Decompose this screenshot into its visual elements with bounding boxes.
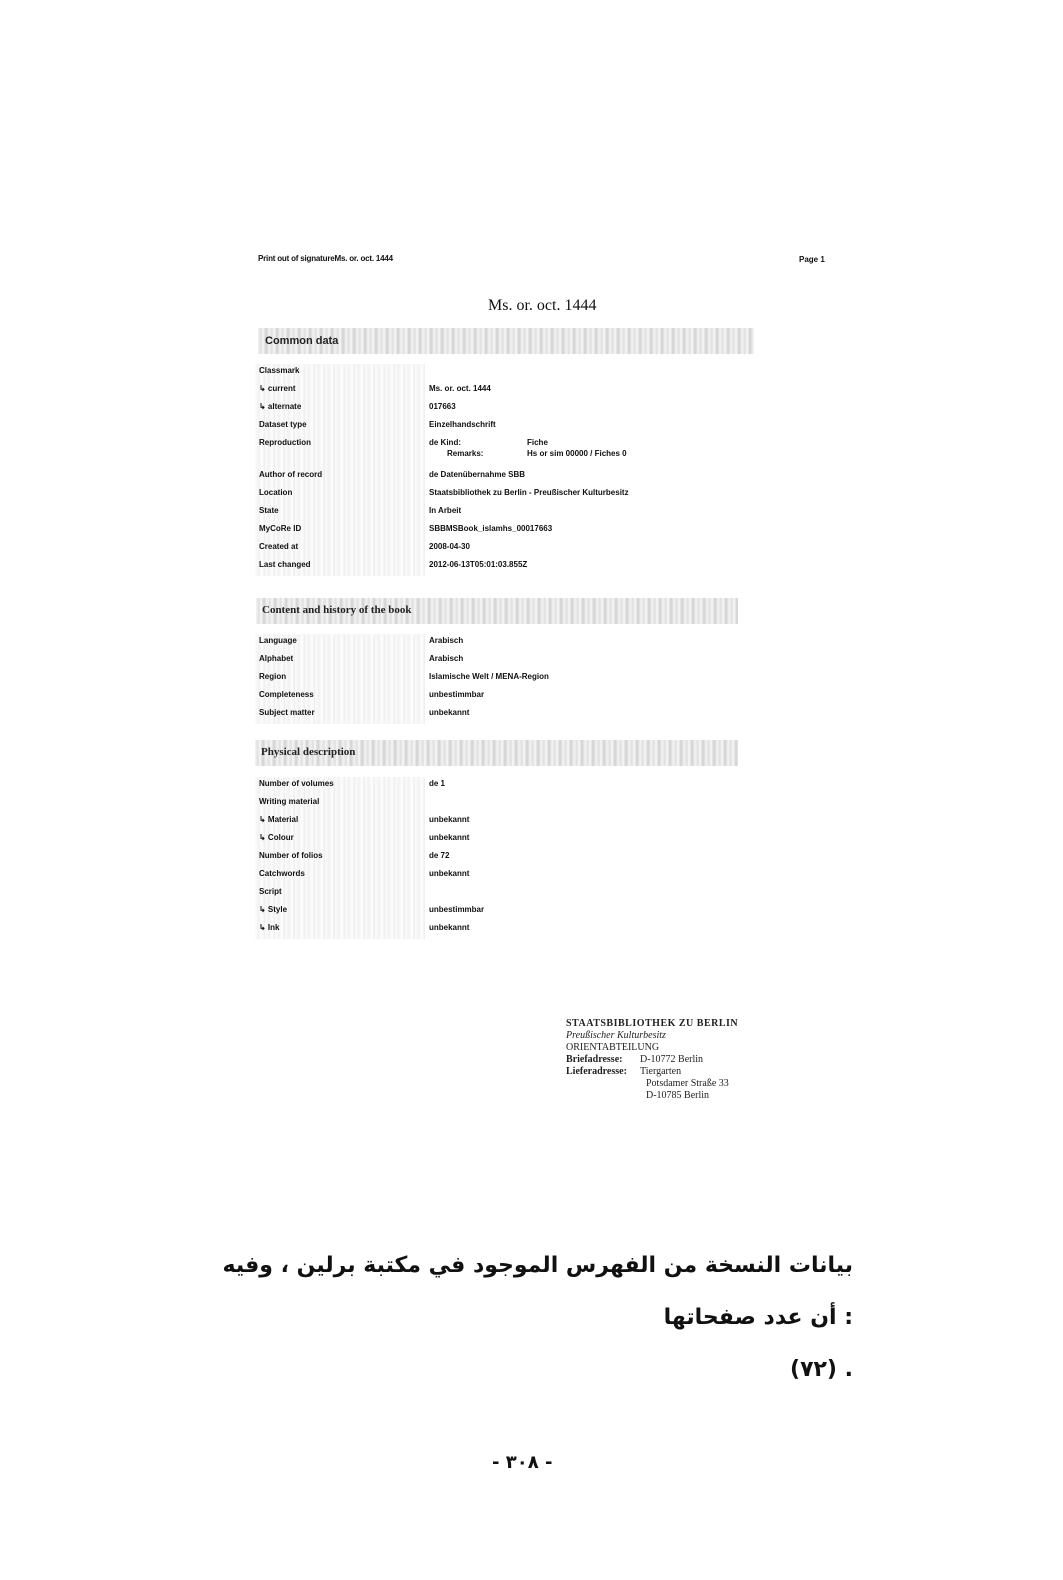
field-label: Created at bbox=[259, 542, 299, 551]
field-label: Completeness bbox=[259, 690, 314, 699]
stamp-value: Potsdamer Straße 33 bbox=[646, 1078, 729, 1089]
caption-line: بيانات النسخة من الفهرس الموجود في مكتبة برلين ، وفيه : أن عدد صفحاتها bbox=[222, 1253, 853, 1330]
field-label: ↳ alternate bbox=[259, 402, 302, 411]
field-value: unbekannt bbox=[429, 923, 470, 932]
field-label: ↳ Style bbox=[259, 905, 288, 914]
reproduction-kind-value: Fiche bbox=[527, 438, 548, 447]
field-value: Arabisch bbox=[429, 654, 464, 663]
field-label: Subject matter bbox=[259, 708, 315, 717]
stamp-line bbox=[566, 1054, 738, 1066]
field-value: Staatsbibliothek zu Berlin - Preußischer Kulturbesitz bbox=[429, 488, 629, 497]
field-value: unbestimmbar bbox=[429, 690, 485, 699]
field-label: Region bbox=[259, 672, 287, 681]
section-title-common: Common data bbox=[265, 335, 339, 347]
stamp-value: D-10772 Berlin bbox=[640, 1054, 704, 1065]
stamp-line: STAATSBIBLIOTHEK ZU BERLIN bbox=[566, 1018, 739, 1029]
stamp-line bbox=[566, 1090, 738, 1102]
field-value: Islamische Welt / MENA-Region bbox=[429, 672, 549, 681]
field-label: Classmark bbox=[259, 366, 300, 375]
library-stamp bbox=[566, 1018, 738, 1102]
field-label: Author of record bbox=[259, 470, 323, 479]
field-value: unbekannt bbox=[429, 815, 470, 824]
stamp-line bbox=[566, 1066, 738, 1078]
field-value: de 1 bbox=[429, 779, 446, 788]
field-label: MyCoRe ID bbox=[259, 524, 302, 533]
field-label: Alphabet bbox=[259, 654, 294, 663]
field-label: ↳ Colour bbox=[259, 833, 294, 842]
print-header-page: Page 1 bbox=[799, 255, 825, 264]
section-title-content: Content and history of the book bbox=[262, 604, 412, 616]
stamp-line: Preußischer Kulturbesitz bbox=[566, 1030, 666, 1041]
field-value: 017663 bbox=[429, 402, 456, 411]
field-value: In Arbeit bbox=[429, 506, 462, 515]
page-number: - ٣٠٨ - bbox=[492, 1452, 553, 1473]
caption-line: . (٧٢) bbox=[790, 1357, 853, 1382]
print-header-title: Print out of signatureMs. or. oct. 1444 bbox=[258, 254, 393, 263]
record-title: Ms. or. oct. 1444 bbox=[488, 297, 597, 314]
field-label: Writing material bbox=[259, 797, 320, 806]
field-value: de Datenübernahme SBB bbox=[429, 470, 526, 479]
arabic-caption bbox=[213, 1240, 853, 1396]
field-label: Number of volumes bbox=[259, 779, 334, 788]
reproduction-remarks-value: Hs or sim 00000 / Fiches 0 bbox=[527, 449, 627, 458]
field-label: Location bbox=[259, 488, 293, 497]
field-label: Catchwords bbox=[259, 869, 305, 878]
field-value: de 72 bbox=[429, 851, 450, 860]
field-value: unbekannt bbox=[429, 708, 470, 717]
stamp-value: D-10785 Berlin bbox=[646, 1090, 710, 1101]
field-label: ↳ Material bbox=[259, 815, 299, 824]
field-value: unbekannt bbox=[429, 833, 470, 842]
field-value: unbestimmbar bbox=[429, 905, 485, 914]
field-value: 2012-06-13T05:01:03.855Z bbox=[429, 560, 528, 569]
stamp-line bbox=[566, 1078, 738, 1090]
stamp-value: Tiergarten bbox=[640, 1066, 682, 1077]
field-label: ↳ current bbox=[259, 384, 296, 393]
field-label: ↳ Ink bbox=[259, 923, 280, 932]
field-value: 2008-04-30 bbox=[429, 542, 470, 551]
field-value: unbekannt bbox=[429, 869, 470, 878]
field-label: Script bbox=[259, 887, 282, 896]
reproduction-remarks-label: Remarks: bbox=[447, 449, 484, 458]
field-label: Last changed bbox=[259, 560, 311, 569]
stamp-label: Briefadresse: bbox=[566, 1054, 623, 1065]
field-label: Number of folios bbox=[259, 851, 323, 860]
field-value: de Kind: bbox=[429, 438, 461, 447]
field-value: Ms. or. oct. 1444 bbox=[429, 384, 491, 393]
field-label: Dataset type bbox=[259, 420, 307, 429]
field-value: SBBMSBook_islamhs_00017663 bbox=[429, 524, 553, 533]
section-title-physical: Physical description bbox=[261, 746, 356, 758]
stamp-label: Lieferadresse: bbox=[566, 1066, 627, 1077]
field-value: Arabisch bbox=[429, 636, 464, 645]
stamp-line: ORIENTABTEILUNG bbox=[566, 1042, 660, 1053]
field-label: Reproduction bbox=[259, 438, 311, 447]
field-label: Language bbox=[259, 636, 297, 645]
field-label: State bbox=[259, 506, 279, 515]
field-value: Einzelhandschrift bbox=[429, 420, 496, 429]
